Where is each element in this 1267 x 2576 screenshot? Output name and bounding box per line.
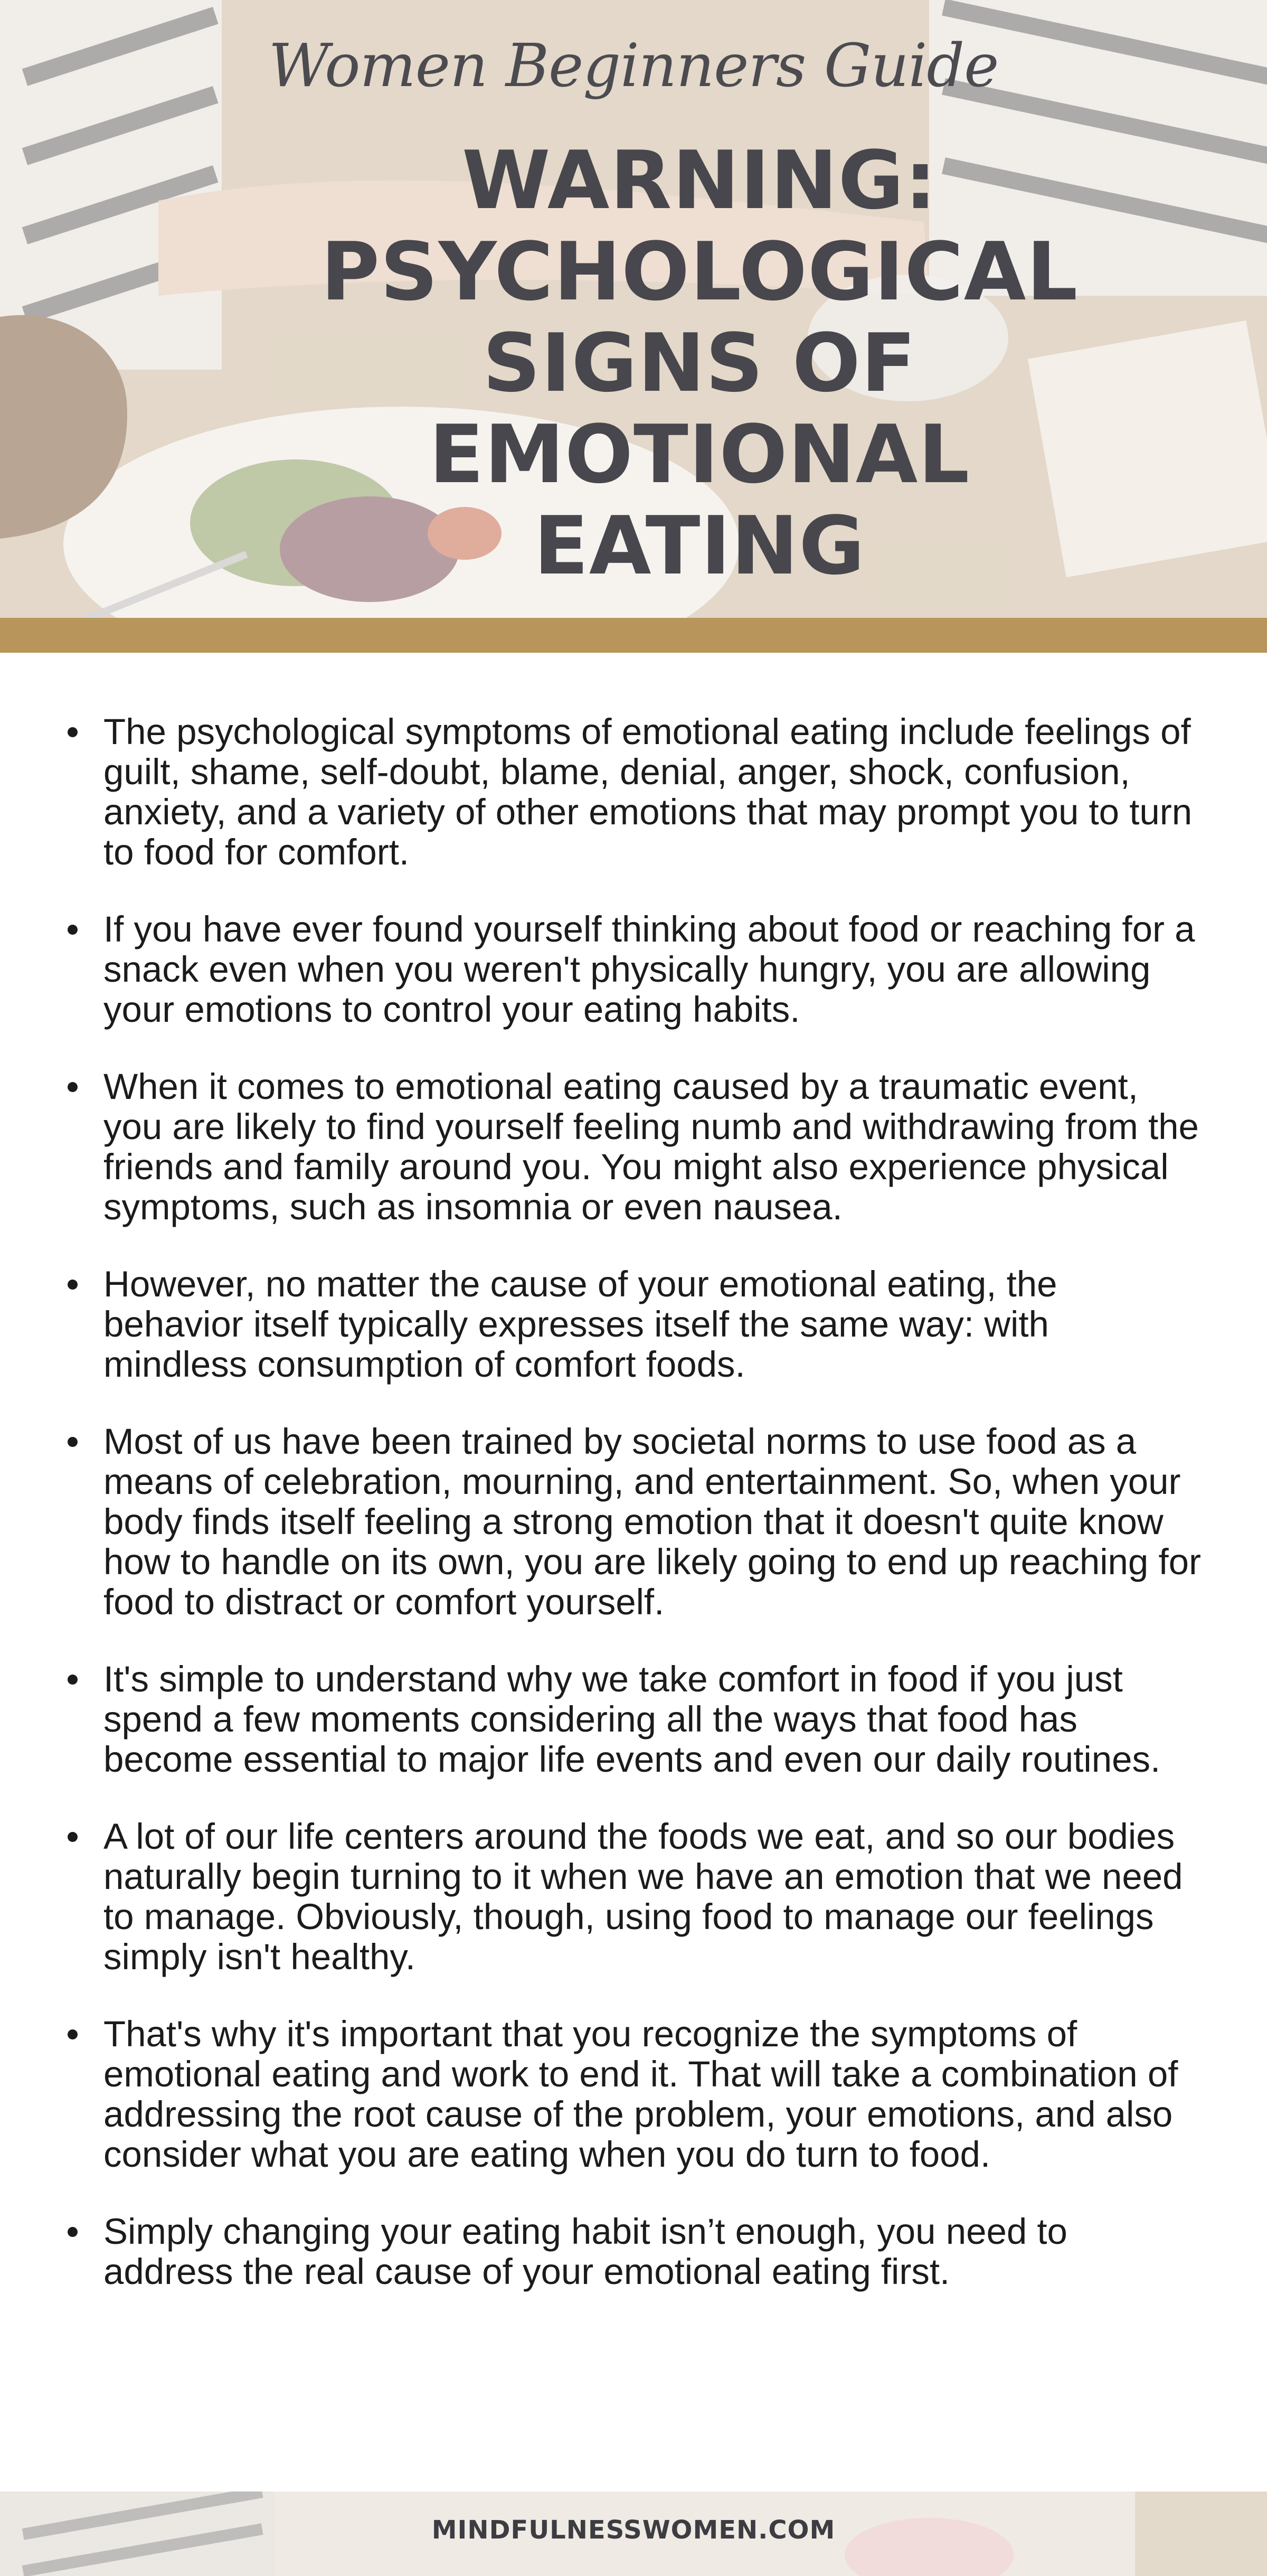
list-item	[103, 2014, 1202, 2175]
list-item	[103, 2212, 1202, 2292]
list-item	[103, 712, 1202, 872]
list-item-text: The psychological symptoms of emotional eating include feelings of guilt, shame, self-doubt, blame, denial, anger, shock, confusion, anxiety, and a variety of other emotions that may prompt you to turn to food for comfort.	[103, 711, 1193, 872]
bullet-icon	[68, 925, 78, 935]
list-item	[103, 1264, 1202, 1385]
list-item	[103, 1422, 1202, 1622]
bullet-icon	[68, 1082, 78, 1092]
title-line-2: PSYCHOLOGICAL	[320, 225, 1079, 318]
bullet-icon	[68, 1280, 78, 1290]
bullet-icon	[68, 1832, 78, 1842]
list-item-text: If you have ever found yourself thinking about food or reaching for a snack even when you weren't physically hungry, you are allowing your emotions to control your eating habits.	[103, 909, 1195, 1030]
list-item-text: When it comes to emotional eating caused by a traumatic event, you are likely to find yourself feeling numb and withdrawing from the friends and family around you. You might also experience physical symptoms, such as insomnia or even nausea.	[103, 1066, 1199, 1227]
bullet-icon	[68, 1437, 78, 1447]
list-item	[103, 909, 1202, 1030]
list-item	[103, 1659, 1202, 1780]
bullet-icon	[68, 2029, 78, 2039]
gold-divider-band	[0, 618, 1267, 653]
bullet-icon	[68, 727, 78, 737]
title-line-4: EMOTIONAL	[429, 408, 970, 501]
guide-subtitle: Women Beginners Guide	[268, 32, 999, 100]
list-item	[103, 1067, 1202, 1227]
bullet-icon	[68, 2227, 78, 2237]
site-url: MINDFULNESSWOMEN.COM	[431, 2515, 836, 2545]
bullet-icon	[68, 1675, 78, 1685]
list-item-text: However, no matter the cause of your emotional eating, the behavior itself typically expresses itself the same way: with mindless consumption of comfort foods.	[103, 1264, 1057, 1385]
list-item	[103, 1817, 1202, 1977]
header-banner	[0, 0, 1267, 618]
title-line-5: EATING	[534, 499, 865, 593]
footer-banner	[0, 2492, 1267, 2576]
page-title	[211, 135, 1188, 591]
title-line-3: SIGNS OF	[483, 316, 916, 410]
symptom-list	[103, 712, 1202, 2329]
list-item-text: That's why it's important that you recognize the symptoms of emotional eating and work to end it. That will take a combination of addressing the root cause of the problem, your emotions, and also consider what you are eating when you do turn to food.	[103, 2014, 1178, 2175]
title-line-1: WARNING:	[461, 134, 938, 227]
list-item-text: Simply changing your eating habit isn’t enough, you need to address the real cause of your emotional eating first.	[103, 2211, 1067, 2292]
list-item-text: Most of us have been trained by societal norms to use food as a means of celebration, mourning, and entertainment. So, when your body finds itself feeling a strong emotion that it doesn't quite know how to handle on its own, you are likely going to end up reaching for food to distract or comfort yourself.	[103, 1421, 1201, 1622]
list-item-text: A lot of our life centers around the foods we eat, and so our bodies naturally begin turning to it when we have an emotion that we need to manage. Obviously, though, using food to manage our feelings simply isn't healthy.	[103, 1816, 1183, 1977]
list-item-text: It's simple to understand why we take comfort in food if you just spend a few moments considering all the ways that food has become essential to major life events and even our daily routines.	[103, 1659, 1161, 1780]
